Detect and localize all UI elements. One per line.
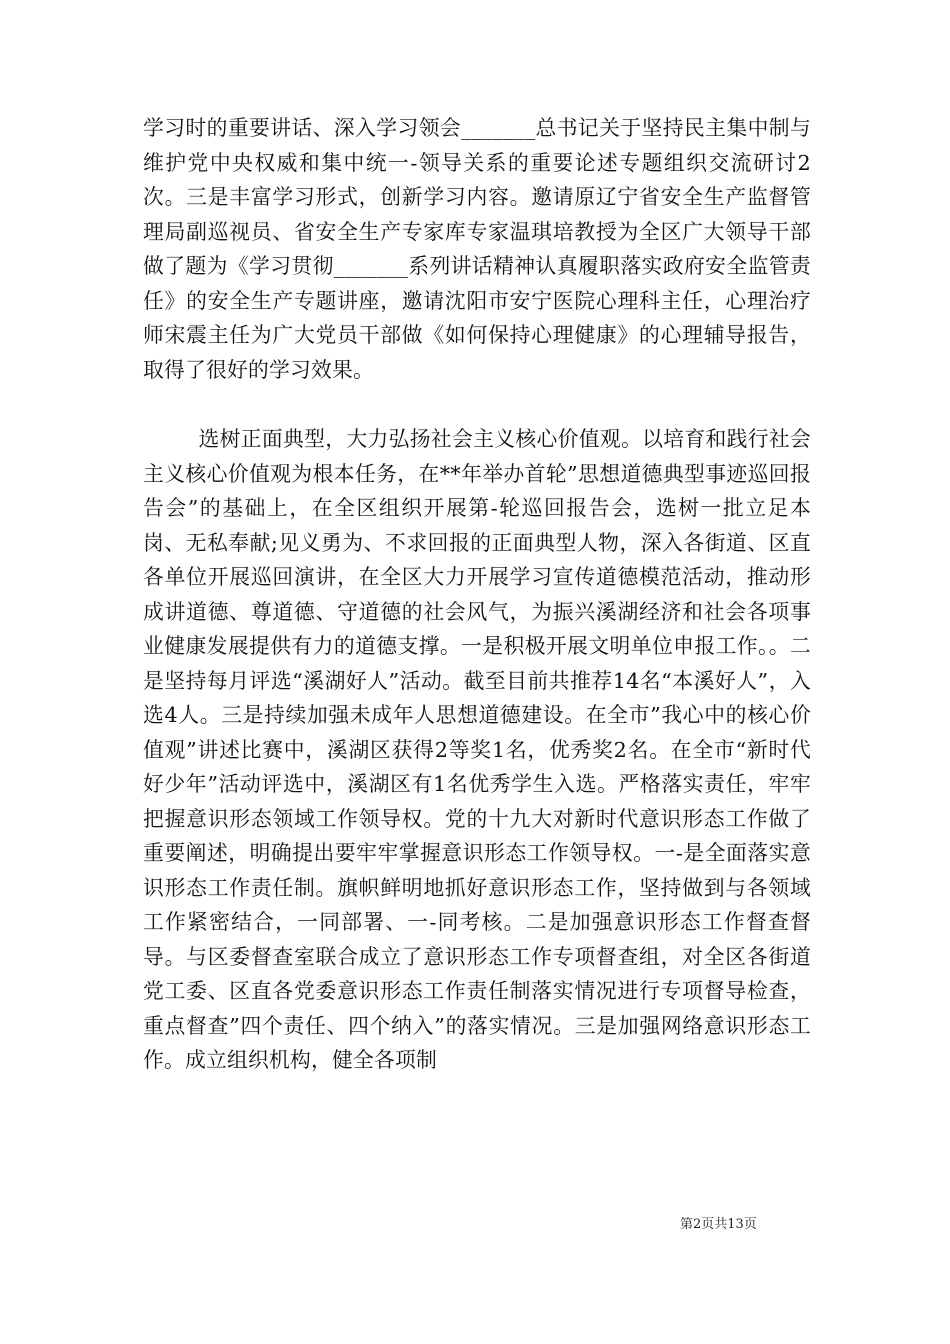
- body-paragraph-1: 学习时的重要讲话、深入学习领会_______总书记关于坚持民主集中制与维护党中央权威和集中统一-领导关系的重要论述专题组织交流研讨2次。三是丰富学习形式，创新学习内容。邀请原辽宁省安全生产监督管理局副巡视员、省安全生产专家库专家温琪培教授为全区广大领导干部做了题为《学习贯彻_______系列讲话精神认真履职落实政府安全监管责任》的安全生产专题讲座，邀请沈阳市安宁医院心理科主任，心理治疗师宋震主任为广大党员干部做《如何保持心理健康》的心理辅导报告，取得了很好的学习效果。: [143, 116, 811, 382]
- page-number-footer: 第2页共13页: [680, 1217, 757, 1232]
- body-paragraph-2: 选树正面典型，大力弘扬社会主义核心价值观。以培育和践行社会主义核心价值观为根本任务，在**年举办首轮”思想道德典型事迹巡回报告会”的基础上，在全区组织开展第-轮巡回报告会，选树一批立足本岗、无私奉献;见义勇为、不求回报的正面典型人物，深入各街道、区直各单位开展巡回演讲，在全区大力开展学习宣传道德模范活动，推动形成讲道德、尊道德、守道德的社会风气，为振兴溪湖经济和社会各项事业健康发展提供有力的道德支撑。一是积极开展文明单位申报工作。。二是坚持每月评选“溪湖好人”活动。截至目前共推荐14名“本溪好人”，入选4人。三是持续加强未成年人思想道德建设。在全市”我心中的核心价值观”讲述比赛中，溪湖区获得2等奖1名，优秀奖2名。在全市“新时代好少年”活动评选中，溪湖区有1名优秀学生入选。严格落实责任，牢牢把握意识形态领域工作领导权。党的十九大对新时代意识形态工作做了重要阐述，明确提出要牢牢掌握意识形态工作领导权。一-是全面落实意识形态工作责任制。旗帜鲜明地抓好意识形态工作，坚持做到与各领域工作紧密结合，一同部署、一-同考核。二是加强意识形态工作督查督导。与区委督查室联合成立了意识形态工作专项督查组，对全区各街道党工委、区直各党委意识形态工作责任制落实情况进行专项督导检查，重点督查”四个责任、四个纳入”的落实情况。三是加强网络意识形态工作。成立组织机构，健全各项制: [143, 427, 811, 1072]
